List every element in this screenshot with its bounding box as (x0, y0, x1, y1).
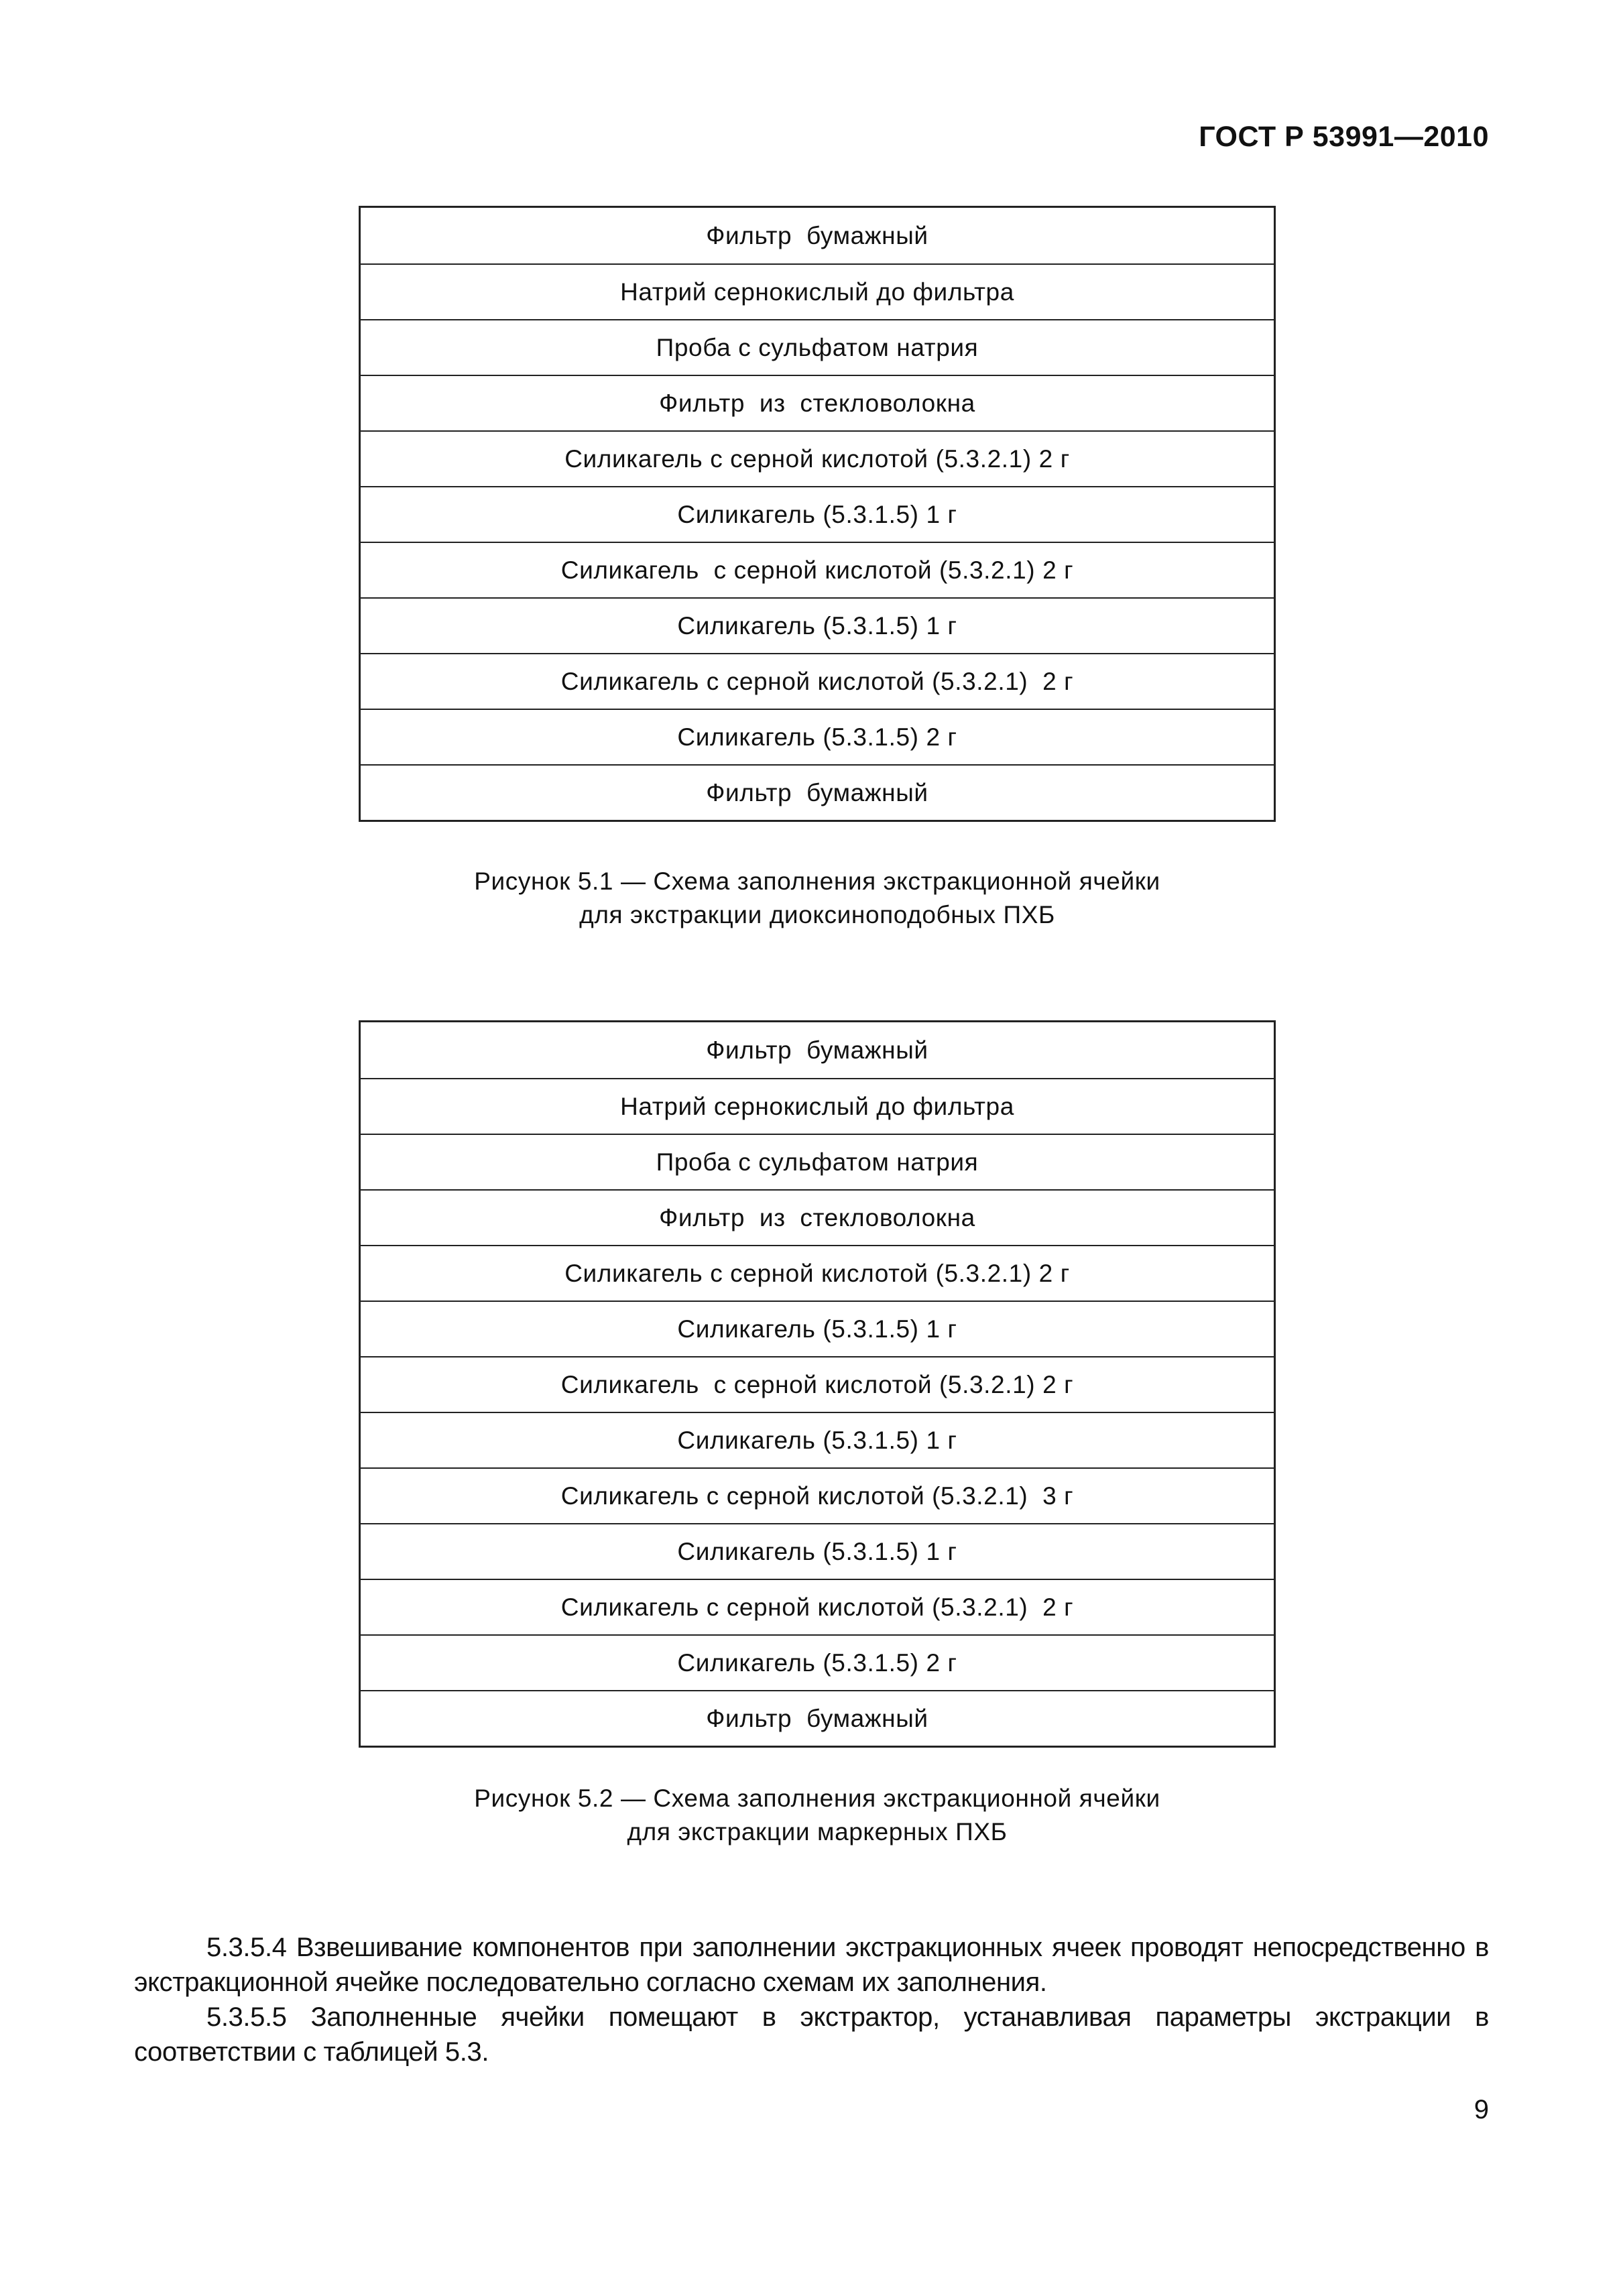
scheme-layer: Силикагель с серной кислотой (5.3.2.1) 2 г (361, 430, 1274, 486)
paragraph-text: 5.3.5.4 Взвешивание компонентов при заполнении экстракционных ячеек проводят непосредственно в экстракционной ячейке последовательно согласно схемам их заполнения. (134, 1933, 1489, 1997)
caption-line: для экстракции диоксиноподобных ПХБ (579, 901, 1055, 928)
scheme-layer: Силикагель с серной кислотой (5.3.2.1) 2 г (361, 1356, 1274, 1412)
scheme-layer: Фильтр из стекловолокна (361, 375, 1274, 430)
extraction-cell-scheme-5-2 (359, 1020, 1276, 1748)
scheme-layer: Силикагель с серной кислотой (5.3.2.1) 2 г (361, 1245, 1274, 1301)
paragraph-5-3-5-4 (134, 1930, 1489, 2000)
figure-caption-5-1 (359, 865, 1276, 932)
extraction-cell-scheme-5-1 (359, 206, 1276, 822)
caption-line: Рисунок 5.2 — Схема заполнения экстракционной ячейки (474, 1785, 1160, 1812)
caption-line: Рисунок 5.1 — Схема заполнения экстракционной ячейки (474, 867, 1160, 895)
scheme-layer: Проба с сульфатом натрия (361, 1134, 1274, 1189)
scheme-layer: Натрий сернокислый до фильтра (361, 1078, 1274, 1134)
scheme-layer: Проба с сульфатом натрия (361, 319, 1274, 375)
figure-caption-5-2 (359, 1782, 1276, 1849)
scheme-layer: Силикагель (5.3.1.5) 1 г (361, 486, 1274, 542)
scheme-layer: Силикагель с серной кислотой (5.3.2.1) 3 г (361, 1467, 1274, 1523)
scheme-layer: Фильтр бумажный (361, 764, 1274, 820)
scheme-layer: Силикагель (5.3.1.5) 1 г (361, 1412, 1274, 1467)
scheme-layer: Фильтр бумажный (706, 1036, 928, 1064)
caption-line: для экстракции маркерных ПХБ (627, 1818, 1008, 1846)
scheme-layer: Силикагель (5.3.1.5) 1 г (361, 597, 1274, 653)
paragraph-5-3-5-5 (134, 2000, 1489, 2069)
page-number: 9 (1474, 2095, 1489, 2124)
scheme-layer: Фильтр бумажный (361, 1690, 1274, 1746)
scheme-layer: Силикагель (5.3.1.5) 2 г (361, 709, 1274, 764)
scheme-layer: Силикагель (5.3.1.5) 1 г (361, 1523, 1274, 1579)
scheme-layer: Силикагель с серной кислотой (5.3.2.1) 2 г (361, 542, 1274, 597)
scheme-layer: Силикагель с серной кислотой (5.3.2.1) 2 г (361, 1579, 1274, 1634)
scheme-layer: Натрий сернокислый до фильтра (361, 263, 1274, 319)
scheme-layer: Силикагель (5.3.1.5) 1 г (361, 1301, 1274, 1356)
scheme-layer: Фильтр из стекловолокна (361, 1189, 1274, 1245)
scheme-layer: Фильтр бумажный (706, 221, 928, 249)
scheme-layer: Силикагель (5.3.1.5) 2 г (361, 1634, 1274, 1690)
scheme-layer: Силикагель с серной кислотой (5.3.2.1) 2 г (361, 653, 1274, 709)
document-code-header: ГОСТ Р 53991—2010 (1199, 121, 1489, 153)
paragraph-text: 5.3.5.5 Заполненные ячейки помещают в экстрактор, устанавливая параметры экстракции в соответствии с таблицей 5.3. (134, 2002, 1489, 2067)
